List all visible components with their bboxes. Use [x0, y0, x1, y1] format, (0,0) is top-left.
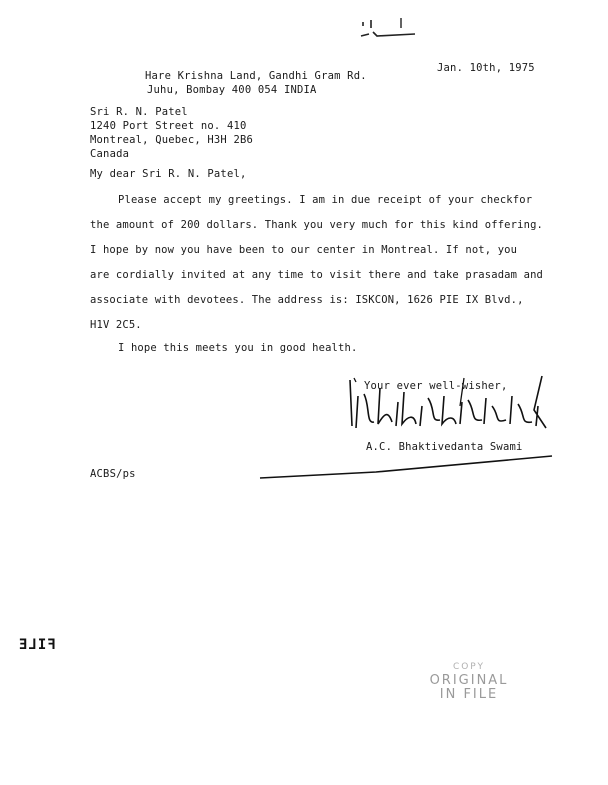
- file-stamp: FILE: [18, 637, 56, 653]
- handwritten-signature: [344, 366, 564, 446]
- body-line-4: are cordially invited at any time to visit there and take prasadam and: [90, 269, 544, 281]
- recipient-address-line-4: Canada: [90, 148, 130, 160]
- recipient-address-line-2: 1240 Port Street no. 410: [90, 120, 247, 132]
- stamp-line-1: COPY: [452, 662, 486, 672]
- stamp-line-3: IN FILE: [439, 687, 499, 702]
- stamp-line-2: ORIGINAL: [429, 673, 509, 688]
- body-line-2: the amount of 200 dollars. Thank you very much for this kind offering.: [90, 219, 544, 231]
- original-in-file-stamp: [424, 660, 514, 702]
- signature-underline: [256, 452, 556, 482]
- top-scribble-mark: [355, 14, 425, 44]
- letter-date: Jan. 10th, 1975: [437, 62, 535, 74]
- recipient-address-line-3: Montreal, Quebec, H3H 2B6: [90, 134, 254, 146]
- valediction: Your ever well-wisher,: [364, 380, 508, 392]
- signatory-name: A.C. Bhaktivedanta Swami: [366, 441, 523, 453]
- body-line-1: Please accept my greetings. I am in due receipt of your checkfor: [118, 194, 533, 206]
- body-line-6: H1V 2C5.: [90, 319, 142, 331]
- sender-address-line-1: Hare Krishna Land, Gandhi Gram Rd.: [145, 70, 367, 82]
- reference-initials: ACBS/ps: [90, 468, 136, 480]
- closing-line: I hope this meets you in good health.: [118, 342, 358, 354]
- body-line-3: I hope by now you have been to our center in Montreal. If not, you: [90, 244, 518, 256]
- recipient-address-line-1: Sri R. N. Patel: [90, 106, 188, 118]
- sender-address-line-2: Juhu, Bombay 400 054 INDIA: [147, 84, 317, 96]
- salutation: My dear Sri R. N. Patel,: [90, 168, 247, 180]
- body-line-5: associate with devotees. The address is: ISKCON, 1626 PIE IX Blvd.,: [90, 294, 524, 306]
